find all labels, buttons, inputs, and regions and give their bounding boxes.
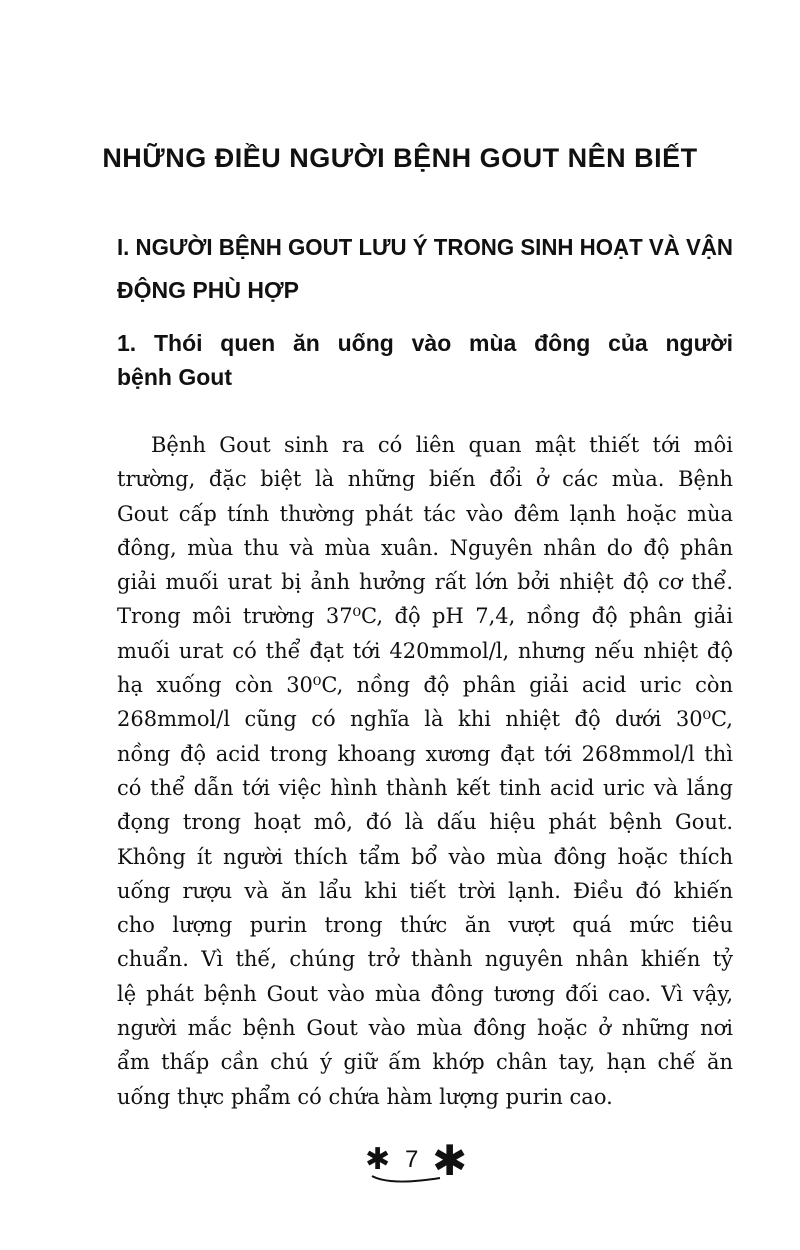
- body-line: ẩm thấp cần chú ý giữ ấm khớp chân tay, hạn chế ăn: [117, 1050, 733, 1075]
- page-footer: [360, 1136, 470, 1190]
- subsection-heading: [117, 328, 733, 396]
- body-line: người mắc bệnh Gout vào mùa đông hoặc ở những nơi: [117, 1016, 733, 1041]
- body-line: có thể dẫn tới việc hình thành kết tinh acid uric và lắng: [117, 775, 733, 800]
- chapter-title: NHỮNG ĐIỀU NGƯỜI BỆNH GOUT NÊN BIẾT: [102, 143, 698, 173]
- body-line: Gout cấp tính thường phát tác vào đêm lạnh hoặc mùa: [117, 501, 733, 526]
- body-line: uống rượu và ăn lẩu khi tiết trời lạnh. Điều đó khiến: [117, 878, 733, 903]
- body-line: trường, đặc biệt là những biến đổi ở các mùa. Bệnh: [117, 467, 733, 492]
- body-line: 268mmol/l cũng có nghĩa là khi nhiệt độ dưới 30⁰C,: [117, 707, 733, 732]
- asterisk-ornament-icon: ✱: [365, 1142, 391, 1177]
- page-number: 7: [405, 1146, 419, 1173]
- asterisk-ornament-icon: ✱: [432, 1136, 468, 1185]
- body-line: uống thực phẩm có chứa hàm lượng purin cao.: [117, 1084, 613, 1109]
- body-line: hạ xuống còn 30⁰C, nồng độ phân giải acid uric còn: [117, 673, 733, 698]
- body-line: giải muối urat bị ảnh hưởng rất lớn bởi nhiệt độ cơ thể.: [117, 570, 733, 595]
- section-heading-line: ĐỘNG PHÙ HỢP: [117, 277, 299, 303]
- body-line: nồng độ acid trong khoang xương đạt tới 268mmol/l thì: [117, 741, 733, 766]
- body-line: đông, mùa thu và mùa xuân. Nguyên nhân do độ phân: [117, 535, 733, 560]
- subsection-heading-line: bệnh Gout: [117, 364, 232, 390]
- body-line: lệ phát bệnh Gout vào mùa đông tương đối cao. Vì vậy,: [117, 981, 733, 1006]
- body-line: chuẩn. Vì thế, chúng trở thành nguyên nhân khiến tỷ: [117, 947, 733, 972]
- body-line: cho lượng purin trong thức ăn vượt quá mức tiêu: [117, 913, 733, 938]
- body-paragraph: [117, 430, 733, 1116]
- subsection-heading-line: 1. Thói quen ăn uống vào mùa đông của người: [117, 330, 733, 356]
- body-line: muối urat có thể đạt tới 420mmol/l, nhưng nếu nhiệt độ: [117, 638, 733, 663]
- body-line: Không ít người thích tẩm bổ vào mùa đông hoặc thích: [117, 844, 733, 869]
- swoosh-ornament-icon: [370, 1174, 450, 1188]
- body-line: Trong môi trường 37⁰C, độ pH 7,4, nồng độ phân giải: [117, 604, 733, 629]
- section-heading-line: I. NGƯỜI BỆNH GOUT LƯU Ý TRONG SINH HOẠT VÀ VẬN: [117, 234, 733, 260]
- body-line: Bệnh Gout sinh ra có liên quan mật thiết tới môi: [151, 433, 733, 457]
- body-line: đọng trong hoạt mô, đó là dấu hiệu phát bệnh Gout.: [117, 810, 733, 835]
- section-heading: [117, 232, 733, 318]
